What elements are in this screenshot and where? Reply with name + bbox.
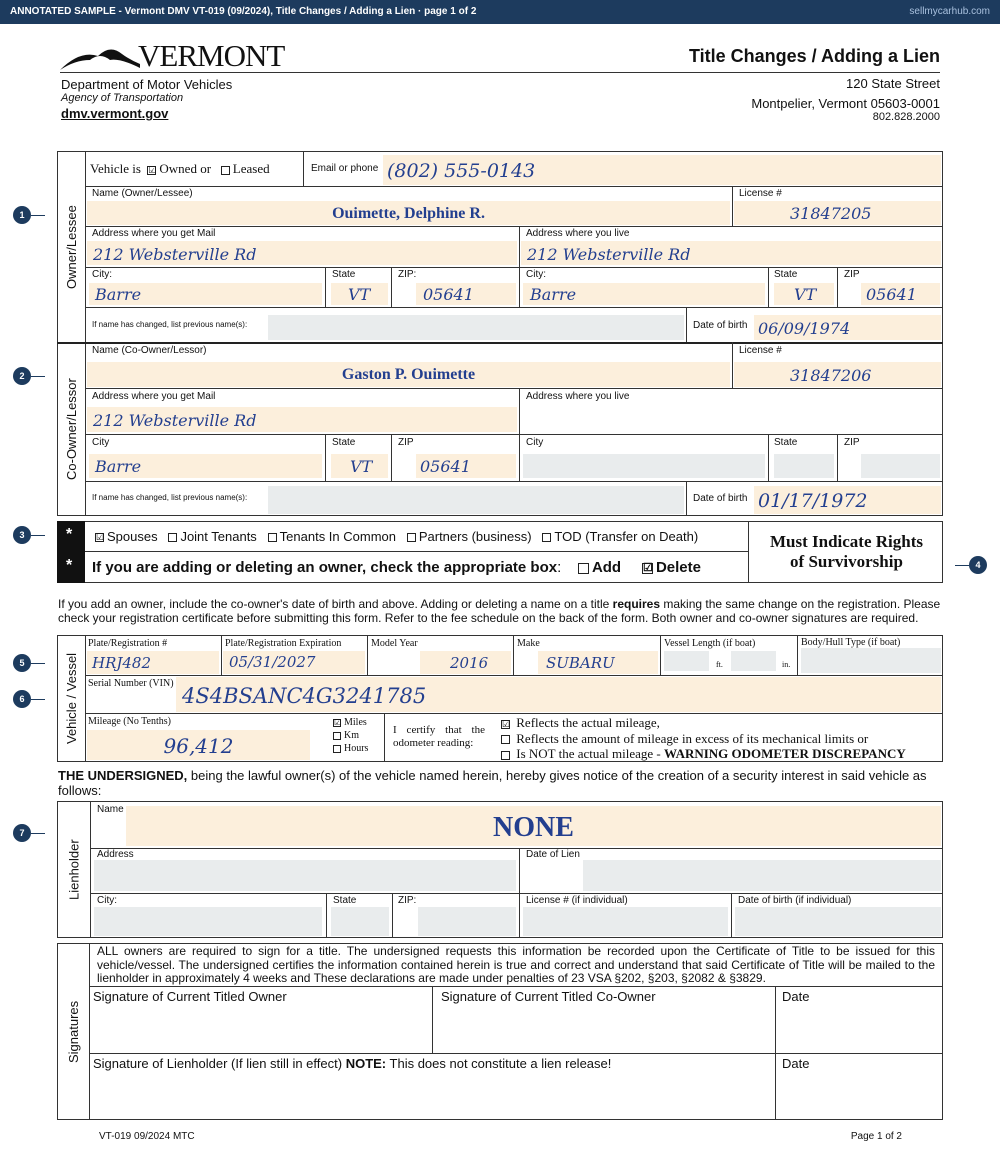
star-1: *	[66, 526, 73, 543]
owner-state-label: State	[332, 269, 356, 280]
col-line	[686, 307, 687, 342]
mileage-units	[333, 716, 368, 755]
lienholder-signature-box[interactable]	[90, 1054, 775, 1119]
col-line	[392, 893, 393, 938]
owner-section-label: Owner/Lessee	[64, 205, 79, 289]
add-delete-row: If you are adding or deleting an owner, check the appropriate box: Add ☑ Delete	[92, 559, 701, 576]
col-line	[519, 848, 520, 938]
spouses-checkbox[interactable]: ☑	[96, 532, 105, 543]
vehicle-section-label: Vehicle / Vessel	[64, 652, 79, 745]
marker-4-line	[955, 565, 969, 566]
col-line	[513, 635, 514, 675]
owner-dob-label: Date of birth	[693, 320, 748, 331]
unit-hours[interactable]: Hours	[333, 742, 368, 755]
coowner-zip2-field[interactable]	[861, 454, 940, 478]
col-line	[837, 434, 838, 481]
col-line	[768, 267, 769, 307]
marker-1: 1	[13, 206, 31, 224]
partners-checkbox[interactable]	[407, 533, 416, 542]
owner-zip-label: ZIP:	[398, 269, 417, 280]
owner-name-value: Ouimette, Delphine R.	[332, 205, 485, 222]
coowner-signature-box[interactable]	[433, 987, 775, 1053]
col-line	[732, 186, 733, 226]
vehicle-is-label: Vehicle is ☑ Owned or Leased	[90, 161, 270, 176]
email-label: Email or phone	[311, 163, 379, 174]
marker-2: 2	[13, 367, 31, 385]
odo-not-actual-checkbox[interactable]	[501, 751, 510, 760]
owner-zip2-value: 05641	[866, 285, 917, 304]
coowner-city2-label: City	[526, 437, 544, 448]
email-value: (802) 555-0143	[387, 160, 536, 182]
lien-side-divider	[90, 801, 91, 938]
marker-5-line	[31, 663, 45, 664]
unit-miles[interactable]: ☑ Miles	[334, 717, 367, 728]
owner-prev-label: If name has changed, list previous name(s):	[92, 320, 248, 329]
owner-state2-value: VT	[794, 285, 817, 304]
col-line	[326, 893, 327, 938]
agency-name: Agency of Transportation	[61, 92, 184, 104]
col-line	[768, 434, 769, 481]
coowner-city-value: Barre	[95, 457, 142, 476]
lienholder-signature-label: Signature of Lienholder (If lien still in effect) NOTE: This does not constitute a lien release!	[93, 1056, 612, 1071]
odo-actual[interactable]: ☑ Reflects the actual mileage,	[502, 715, 660, 730]
rights-divider	[85, 551, 748, 552]
make-label: Make	[517, 638, 540, 649]
dmv-website[interactable]: dmv.vermont.gov	[61, 106, 169, 121]
coowner-mail-value: 212 Websterville Rd	[93, 411, 257, 430]
make-value: SUBARU	[546, 654, 615, 672]
owner-city-value: Barre	[95, 285, 142, 304]
marker-2-line	[31, 376, 45, 377]
owner-mail-value: 212 Websterville Rd	[93, 245, 257, 264]
marker-3-line	[31, 535, 45, 536]
dept-name: Department of Motor Vehicles	[61, 77, 233, 92]
date-label-1: Date	[782, 989, 810, 1004]
coowner-state2-label: State	[774, 437, 798, 448]
coowner-mail-label: Address where you get Mail	[92, 391, 216, 402]
owner-city-label: City:	[92, 269, 112, 280]
section-line	[57, 342, 943, 344]
row-line	[85, 186, 943, 187]
delete-checkbox[interactable]: ☑	[642, 561, 653, 574]
marker-5: 5	[13, 654, 31, 672]
coowner-license-value: 31847206	[790, 366, 872, 385]
lien-state-label: State	[333, 895, 357, 906]
row-line	[85, 267, 943, 268]
row-line	[90, 893, 943, 894]
footer-form-id: VT-019 09/2024 MTC	[99, 1131, 195, 1142]
marker-3: 3	[13, 526, 31, 544]
lien-address-label: Address	[97, 849, 134, 860]
coowner-name-value: Gaston P. Ouimette	[341, 366, 476, 383]
lien-name-label: Name	[97, 804, 124, 815]
odo-actual-checkbox[interactable]: ☑	[502, 718, 511, 729]
col-line	[731, 893, 732, 938]
annotation-site: sellmycarhub.com	[909, 6, 990, 17]
owner-city2-value: Barre	[530, 285, 577, 304]
sig-declaration: ALL owners are required to sign for a title. The undersigned requests this information be recorded upon the Certificate of Title to be issued for this vehicle/vessel. The undersigned certifies the information contained herein is true and correct and understand that said Certificate of Title will be mailed to the lienholder in approximately 4 weeks and These declarations are made under penalties of 23 VSA §202, §203, §2082 & §3829.	[97, 944, 935, 985]
option-joint-tenants[interactable]: Joint Tenants	[168, 529, 256, 544]
owner-live-label: Address where you live	[526, 228, 630, 239]
form-title: Title Changes / Adding a Lien	[688, 46, 940, 66]
row-line	[85, 434, 943, 435]
plate-value: HRJ482	[92, 654, 152, 672]
odo-excess[interactable]: Reflects the amount of mileage in excess of its mechanical limits or	[501, 731, 906, 747]
col-line	[797, 635, 798, 675]
lien-date-label: Date of Lien	[526, 849, 580, 860]
row-line	[90, 848, 943, 849]
header-rule	[60, 72, 940, 73]
row-line	[85, 713, 943, 714]
leased-checkbox[interactable]	[221, 166, 230, 175]
coowner-zip2-label: ZIP	[844, 437, 860, 448]
add-checkbox[interactable]	[578, 563, 589, 574]
coowner-license-label: License #	[739, 345, 782, 356]
lien-address-field[interactable]	[94, 860, 516, 891]
col-line	[325, 434, 326, 481]
lien-city-label: City:	[97, 895, 117, 906]
marker-4: 4	[969, 556, 987, 574]
footer-page: Page 1 of 2	[850, 1131, 902, 1142]
delete-option[interactable]: ☑ Delete	[642, 559, 701, 576]
coowner-live-label: Address where you live	[526, 391, 630, 402]
col-line	[660, 635, 661, 675]
joint-tenants-checkbox[interactable]	[168, 533, 177, 542]
km-checkbox[interactable]	[333, 732, 341, 740]
col-line	[221, 635, 222, 675]
col-line	[384, 713, 385, 762]
col-line	[325, 267, 326, 307]
sig-section-label: Signatures	[66, 1000, 81, 1063]
coowner-city-label: City	[92, 437, 110, 448]
mileage-value: 96,412	[163, 734, 234, 758]
plate-label: Plate/Registration #	[88, 638, 168, 649]
col-line	[837, 267, 838, 307]
lien-state-field[interactable]	[331, 907, 389, 936]
owner-name-label: Name (Owner/Lessee)	[92, 188, 193, 199]
lien-section-label: Lienholder	[66, 839, 82, 900]
row-line	[85, 226, 943, 227]
owner-mail-label: Address where you get Mail	[92, 228, 216, 239]
option-partners[interactable]: Partners (business)	[407, 529, 532, 544]
owner-signature-label: Signature of Current Titled Owner	[93, 989, 287, 1004]
owner-license-label: License #	[739, 188, 782, 199]
marker-7: 7	[13, 824, 31, 842]
marker-6-line	[31, 699, 45, 700]
exp-value: 05/31/2027	[229, 653, 316, 671]
rights-options	[95, 529, 698, 544]
logo-text: VERMONT	[138, 38, 285, 73]
coowner-name-label: Name (Co-Owner/Lessor)	[92, 345, 207, 356]
certify-text: I certify that the odometer reading:	[393, 724, 485, 749]
col-line	[519, 226, 520, 307]
col-line	[686, 481, 687, 516]
coowner-prev-label: If name has changed, list previous name(s):	[92, 493, 248, 502]
marker-6: 6	[13, 690, 31, 708]
row-line	[85, 675, 943, 676]
coowner-signature-label: Signature of Current Titled Co-Owner	[441, 989, 656, 1004]
owner-side-divider	[85, 151, 86, 516]
option-tenants-in-common[interactable]: Tenants In Common	[268, 529, 396, 544]
add-option[interactable]: Add	[578, 559, 621, 576]
year-value: 2016	[450, 654, 489, 672]
tod-checkbox[interactable]	[542, 533, 551, 542]
owner-zip2-label: ZIP	[844, 269, 860, 280]
coowner-section-label: Co-Owner/Lessor	[64, 378, 79, 481]
col-line	[391, 267, 392, 307]
body-label: Body/Hull Type (if boat)	[801, 637, 901, 648]
annotation-title: ANNOTATED SAMPLE - Vermont DMV VT-019 (09/2024), Title Changes / Adding a Lien · page 1 of 2	[10, 6, 477, 17]
lien-license-label: License # (if individual)	[526, 895, 628, 906]
lien-dob-field[interactable]	[735, 907, 941, 936]
hours-checkbox[interactable]	[333, 745, 341, 753]
row-line	[85, 307, 943, 308]
in-label: in.	[782, 660, 791, 669]
col-line	[519, 388, 520, 481]
unit-km[interactable]: Km	[333, 729, 368, 742]
dmv-street: 120 State Street	[846, 76, 940, 91]
lien-zip-label: ZIP:	[398, 895, 417, 906]
lien-name-value: NONE	[493, 812, 574, 843]
date-box-2[interactable]	[776, 1054, 942, 1119]
add-delete-text: If you are adding or deleting an owner, check the appropriate box	[92, 559, 558, 576]
coowner-dob-label: Date of birth	[693, 493, 748, 504]
body-field[interactable]	[801, 648, 941, 673]
mileage-label: Mileage (No Tenths)	[88, 716, 171, 727]
option-spouses[interactable]: ☑ Spouses	[96, 529, 158, 544]
row-line	[85, 388, 943, 389]
coowner-state-value: VT	[350, 457, 373, 476]
star-2: *	[66, 557, 73, 574]
owner-state2-label: State	[774, 269, 798, 280]
lien-city-field[interactable]	[94, 907, 322, 936]
coowner-state2-field[interactable]	[774, 454, 834, 478]
date-label-2: Date	[782, 1056, 810, 1071]
vessel-in-field[interactable]	[731, 651, 776, 671]
tenants-in-common-checkbox[interactable]	[268, 533, 277, 542]
row-line	[85, 481, 943, 482]
undersigned-text: THE UNDERSIGNED, being the lawful owner(s) of the vehicle named herein, hereby gives notice of the creation of a security interest in said vehicle as follows:	[58, 768, 927, 798]
coowner-city2-field[interactable]	[523, 454, 765, 478]
year-label: Model Year	[371, 638, 418, 649]
owner-live-value: 212 Websterville Rd	[527, 245, 691, 264]
marker-7-line	[31, 833, 45, 834]
col-line	[732, 342, 733, 388]
coowner-dob-value: 01/17/1972	[758, 490, 868, 512]
owned-checkbox[interactable]: ☑	[148, 164, 157, 175]
lien-dob-label: Date of birth (if individual)	[738, 895, 852, 906]
odometer-options	[501, 715, 906, 762]
date-box-1[interactable]	[776, 987, 942, 1053]
marker-1-line	[31, 215, 45, 216]
coowner-state-label: State	[332, 437, 356, 448]
annotation-bar	[0, 0, 1000, 24]
coowner-prev-field[interactable]	[268, 486, 684, 514]
must-indicate-rights: Must Indicate Rights of Survivorship	[769, 532, 923, 571]
coowner-zip-value: 05641	[420, 457, 471, 476]
exp-label: Plate/Registration Expiration	[225, 638, 342, 649]
instructions: If you add an owner, include the co-owner's date of birth and above. Adding or deleting a name on a title requires making the same change on the registration. Please check your registration certificate before submitting this form. Refer to the fee schedule on the back of the form. Both owner and co-owner signatures are required.	[58, 597, 941, 625]
lien-zip-field[interactable]	[418, 907, 516, 936]
lien-license-field[interactable]	[523, 907, 728, 936]
dmv-phone: 802.828.2000	[872, 111, 940, 123]
col-line	[367, 635, 368, 675]
owner-state-value: VT	[348, 285, 371, 304]
coowner-zip-label: ZIP	[398, 437, 414, 448]
owner-prev-field[interactable]	[268, 315, 684, 340]
lien-date-field[interactable]	[583, 860, 941, 891]
owner-city2-label: City:	[526, 269, 546, 280]
option-tod[interactable]: TOD (Transfer on Death)	[542, 529, 698, 544]
rights-col-line	[748, 521, 749, 583]
odo-excess-checkbox[interactable]	[501, 735, 510, 744]
mountain-icon	[60, 42, 140, 72]
vin-value: 4S4BSANC4G3241785	[182, 684, 427, 708]
vessel-ft-field[interactable]	[664, 651, 709, 671]
owner-zip-value: 05641	[423, 285, 474, 304]
owner-license-value: 31847205	[790, 204, 872, 223]
owner-signature-box[interactable]	[90, 987, 432, 1053]
vessel-label: Vessel Length (if boat)	[664, 638, 756, 649]
ft-label: ft.	[716, 660, 723, 669]
dmv-city: Montpelier, Vermont 05603-0001	[751, 96, 940, 111]
vin-label: Serial Number (VIN)	[88, 678, 174, 689]
vermont-logo	[60, 38, 285, 73]
col-line	[391, 434, 392, 481]
col-line	[303, 151, 304, 186]
odo-not-actual[interactable]: Is NOT the actual mileage - WARNING ODOMETER DISCREPANCY	[501, 746, 906, 762]
owner-dob-value: 06/09/1974	[758, 319, 851, 338]
miles-checkbox[interactable]: ☑	[334, 717, 342, 727]
vehicle-side-divider	[85, 635, 86, 762]
